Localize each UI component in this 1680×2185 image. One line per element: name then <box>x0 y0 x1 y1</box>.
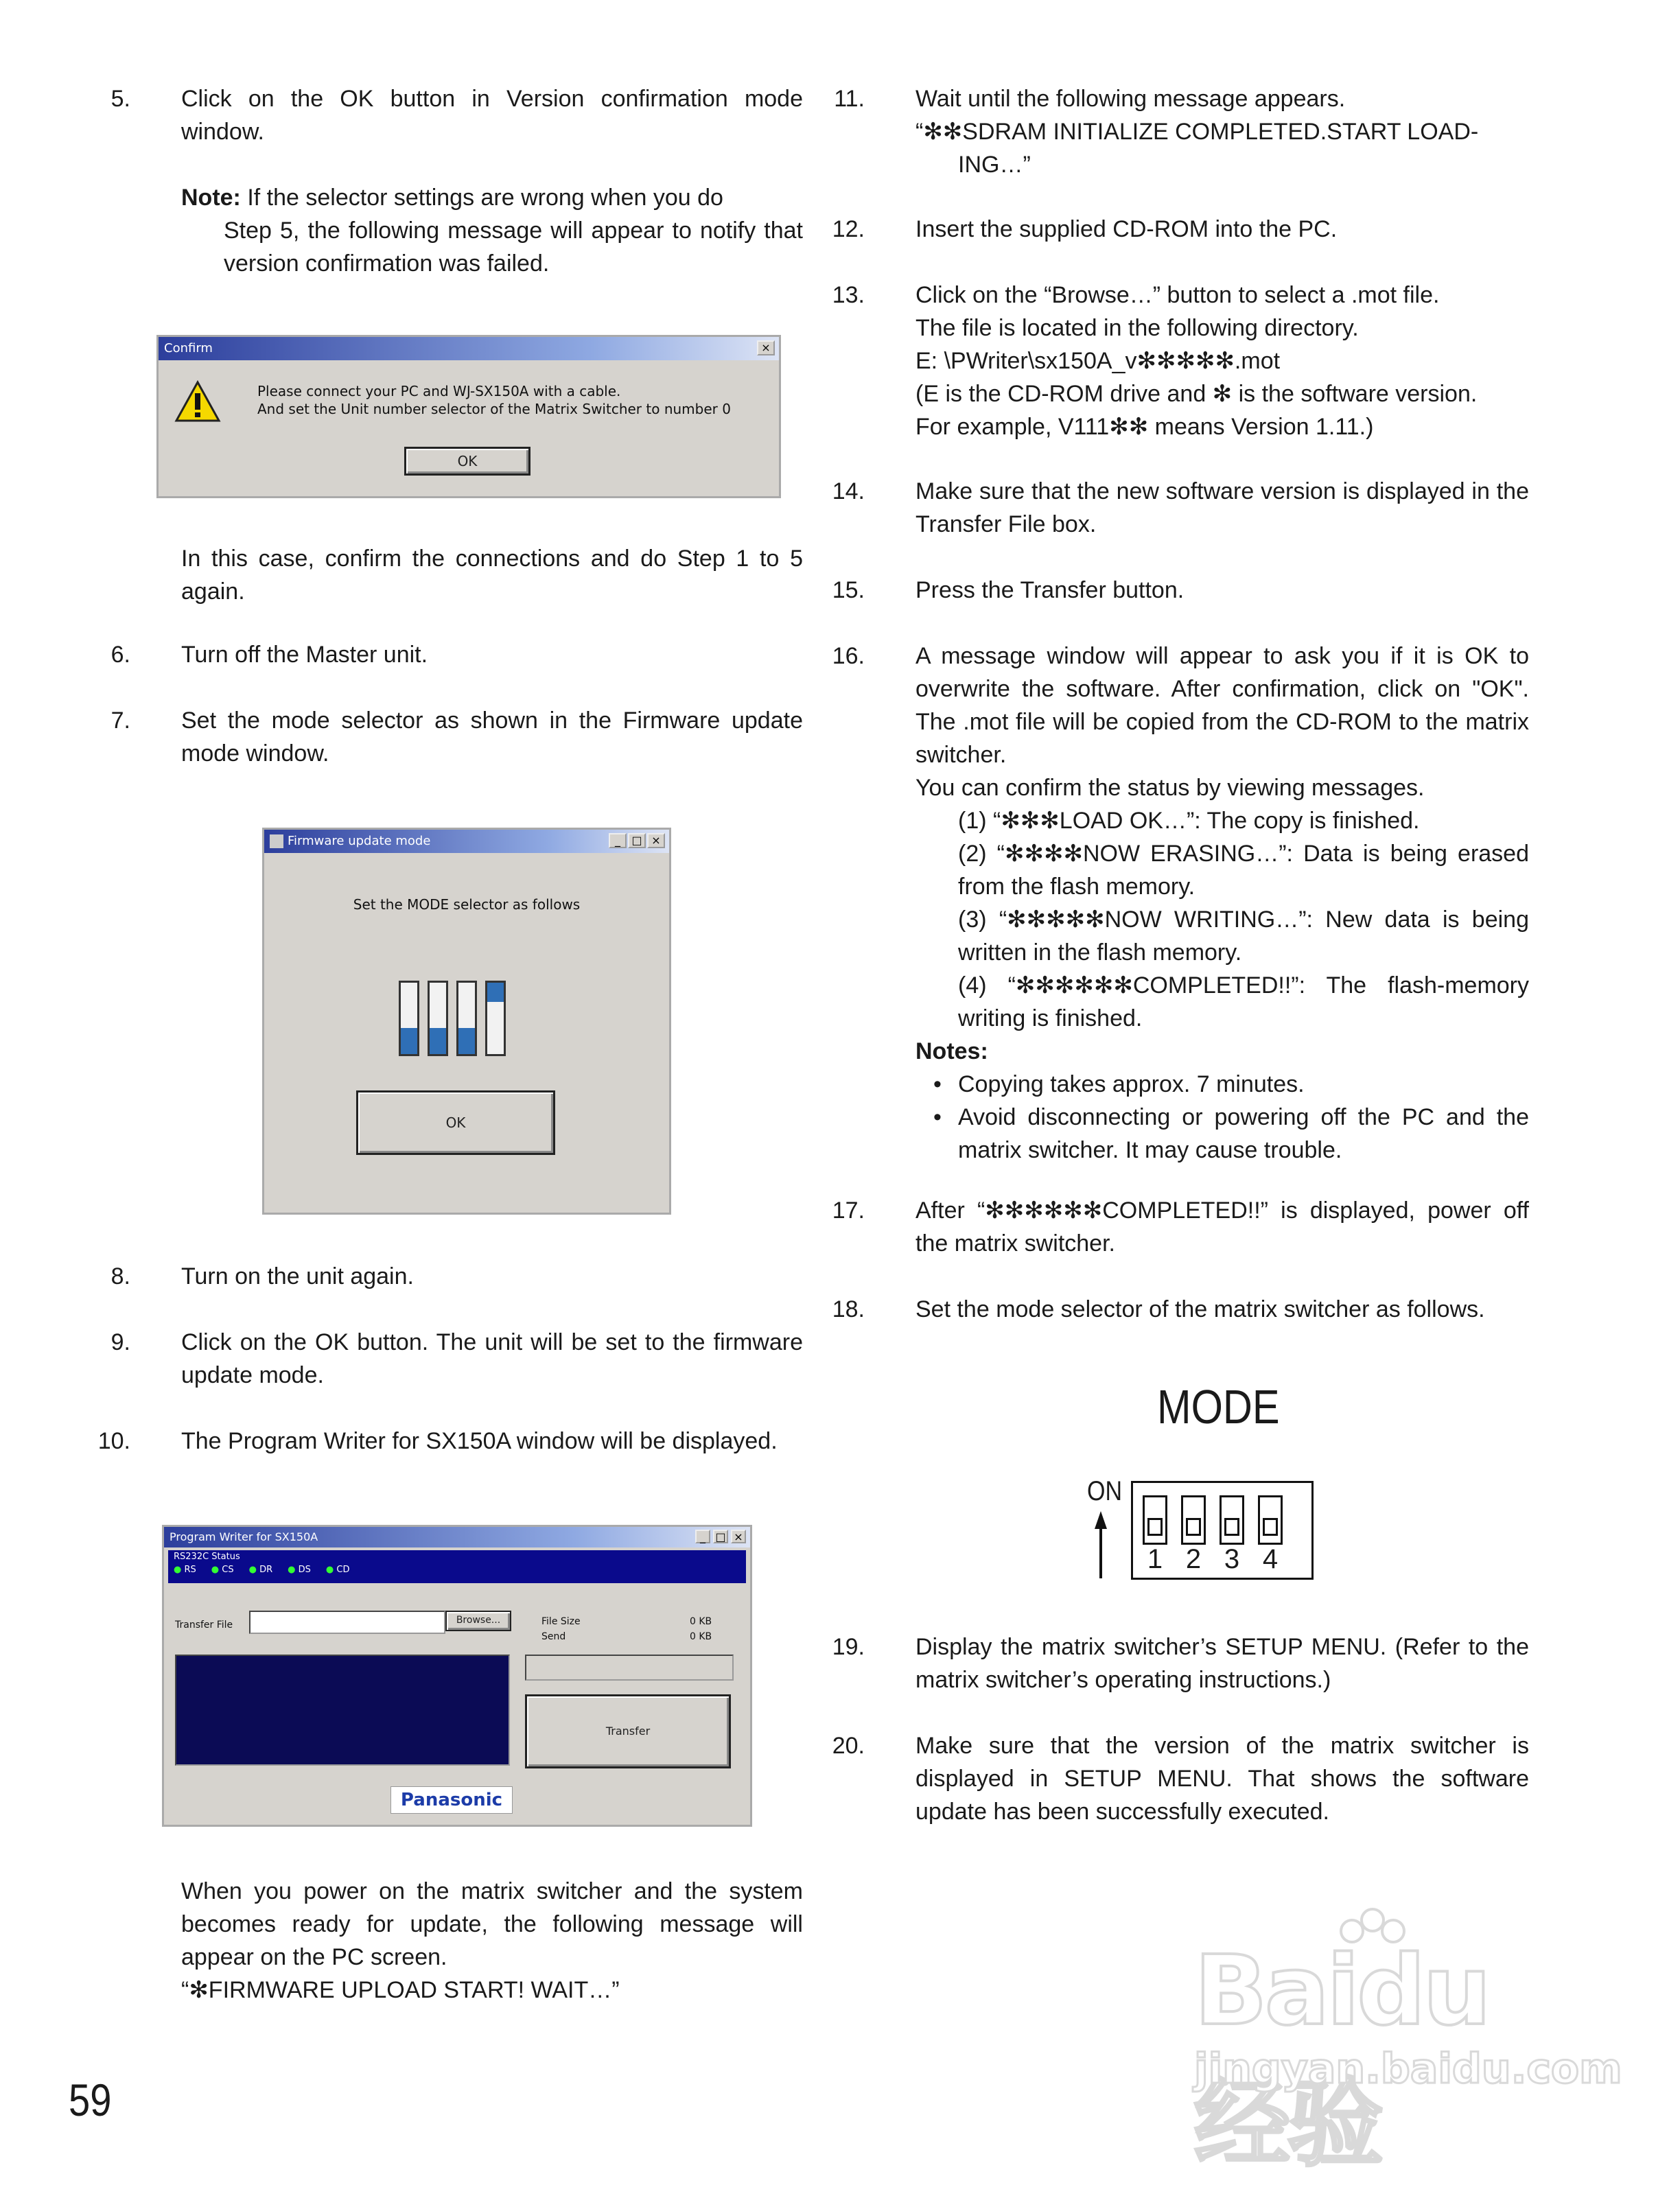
switch-label-2: 2 <box>1185 1544 1202 1574</box>
indicator-cs: ● CS <box>211 1565 234 1575</box>
confirm-message-line1: Please connect your PC and WJ-SX150A with a cable. <box>257 383 621 399</box>
step-10 <box>97 1425 803 1458</box>
status-message-4: (4) “✻✻✻✻✻✻COMPLETED!!”: The flash-memory writing is finished. <box>958 972 1529 1031</box>
step-number: 7. <box>110 708 130 734</box>
dip-switch-1 <box>399 981 419 1056</box>
step-number: 16. <box>832 643 865 669</box>
note-text-2: Step 5, the following message will appear to notify that version confirmation was failed. <box>224 218 803 277</box>
status-message-3: (3) “✻✻✻✻✻NOW WRITING…”: New data is being written in the flash memory. <box>958 907 1529 966</box>
ok-button[interactable]: OK <box>404 447 530 476</box>
step-number: 20. <box>832 1733 865 1759</box>
transfer-file-label: Transfer File <box>175 1620 233 1631</box>
close-icon[interactable]: × <box>647 833 665 848</box>
maximize-icon[interactable]: □ <box>713 1530 728 1543</box>
baidu-watermark <box>1180 1908 1622 2180</box>
step-text: Make sure that the new software version is displayed in the Transfer File box. <box>915 478 1529 537</box>
step-number: 12. <box>832 216 865 242</box>
step-20 <box>832 1729 1529 1828</box>
step-6 <box>110 638 803 671</box>
indicator-cd: ● CD <box>325 1565 350 1575</box>
step-text-line3: E: \PWriter\sx150A_v✻✻✻✻✻.mot <box>915 348 1281 374</box>
status-indicators <box>168 1563 746 1576</box>
close-icon[interactable]: × <box>757 340 775 355</box>
switch-label-1: 1 <box>1147 1544 1163 1574</box>
mode-title: MODE <box>1157 1380 1280 1434</box>
power-on-paragraph: When you power on the matrix switcher and the system becomes ready for update, the following message will appear on the PC screen. <box>181 1878 803 1970</box>
program-writer-window <box>162 1525 752 1827</box>
confirm-message-line2: And set the Unit number selector of the Matrix Switcher to number 0 <box>257 401 731 417</box>
step-text: Turn off the Master unit. <box>181 642 428 668</box>
dip-switch-4 <box>485 981 506 1056</box>
confirm-title: Confirm <box>164 341 213 355</box>
power-on-message: “✻FIRMWARE UPLOAD START! WAIT…” <box>181 1977 620 2003</box>
note-item-1 <box>872 1068 1529 1101</box>
confirm-status-text: You can confirm the status by viewing messages. <box>915 775 1425 801</box>
step-text: A message window will appear to ask you if it is OK to overwrite the software. After confirmation, click on "OK". The .mot file will be copied from the CD-ROM to the matrix switcher. <box>915 643 1529 768</box>
note-text: Copying takes approx. 7 minutes. <box>958 1071 1305 1097</box>
step-number: 5. <box>110 86 130 112</box>
step-15 <box>832 574 1529 607</box>
confirm-dialog <box>156 335 781 498</box>
mode-diagram <box>1077 1379 1325 1585</box>
step-text-line1: Click on the “Browse…” button to select a .mot file. <box>915 282 1440 308</box>
step-text: Set the mode selector of the matrix switcher as follows. <box>915 1296 1485 1322</box>
up-arrow-icon <box>1094 1511 1108 1578</box>
transfer-file-input[interactable] <box>249 1611 445 1634</box>
switch-4 <box>1258 1495 1283 1545</box>
switch-3 <box>1220 1495 1244 1545</box>
step-text: Insert the supplied CD-ROM into the PC. <box>915 216 1338 242</box>
step-number: 14. <box>832 478 865 504</box>
step-number: 19. <box>832 1634 865 1660</box>
step-14 <box>832 475 1529 541</box>
step-text: Wait until the following message appears. <box>915 86 1346 112</box>
step-12 <box>832 213 1529 246</box>
watermark-url: jingyan.baidu.com <box>1194 2045 1622 2093</box>
send-label: Send <box>541 1631 566 1642</box>
dip-switch-block <box>1131 1481 1314 1580</box>
firmware-title: Firmware update mode <box>288 834 431 848</box>
step-text: Set the mode selector as shown in the Firmware update mode window. <box>181 708 803 767</box>
step-7 <box>110 704 803 770</box>
step-17 <box>832 1194 1529 1260</box>
step-message-line1: “✻✻SDRAM INITIALIZE COMPLETED.START LOAD- <box>915 119 1479 145</box>
app-icon <box>270 834 283 848</box>
dip-switch-2 <box>428 981 448 1056</box>
bullet-icon: • <box>933 1071 942 1097</box>
step-message-line2: ING…” <box>958 152 1031 178</box>
log-output-area <box>175 1655 510 1766</box>
step-text: Click on the OK button in Version confirmation mode window. <box>181 86 803 145</box>
step-18 <box>832 1293 1529 1326</box>
status-message-1: (1) “✻✻✻LOAD OK…”: The copy is finished. <box>958 808 1420 834</box>
indicator-ds: ● DS <box>288 1565 311 1575</box>
step-9 <box>110 1326 803 1392</box>
indicator-dr: ● DR <box>248 1565 273 1575</box>
ok-button[interactable]: OK <box>356 1090 555 1155</box>
power-on-text <box>137 1875 803 2007</box>
note-label: Note: <box>181 185 241 211</box>
note-text-1: If the selector settings are wrong when you do <box>247 185 723 211</box>
rs232c-status-panel <box>168 1550 746 1583</box>
switch-1 <box>1143 1495 1167 1545</box>
program-writer-titlebar <box>164 1527 750 1547</box>
step-number: 18. <box>832 1296 865 1322</box>
status-group-label: RS232C Status <box>174 1552 240 1562</box>
step-number: 13. <box>832 282 865 308</box>
panasonic-logo: Panasonic <box>390 1786 513 1814</box>
on-label: ON <box>1087 1476 1122 1506</box>
close-icon[interactable]: × <box>731 1530 746 1543</box>
step-number: 17. <box>832 1197 865 1224</box>
step-text: Display the matrix switcher’s SETUP MENU. (Refer to the matrix switcher’s operating instructions.) <box>915 1634 1529 1693</box>
indicator-rs: ● RS <box>174 1565 196 1575</box>
file-size-label: File Size <box>541 1616 581 1627</box>
page-number: 59 <box>69 2075 112 2125</box>
note-text: Avoid disconnecting or powering off the PC and the matrix switcher. It may cause trouble. <box>958 1104 1529 1163</box>
step-text: Click on the OK button. The unit will be set to the firmware update mode. <box>181 1329 803 1388</box>
warning-icon <box>174 379 222 423</box>
dip-switch-3 <box>456 981 477 1056</box>
step-number: 10. <box>97 1428 130 1454</box>
send-value: 0 KB <box>690 1631 712 1642</box>
firmware-instruction: Set the MODE selector as follows <box>353 896 581 913</box>
step-19 <box>832 1631 1529 1696</box>
notes-label: Notes: <box>915 1038 988 1064</box>
maximize-icon[interactable]: □ <box>628 833 646 848</box>
step-13 <box>832 279 1529 443</box>
step-text-line4: (E is the CD-ROM drive and ✻ is the software version. <box>915 381 1478 407</box>
step-number: 11. <box>834 86 865 112</box>
step-text-line5: For example, V111✻✻ means Version 1.11.) <box>915 414 1374 440</box>
step-text: After “✻✻✻✻✻✻COMPLETED!!” is displayed, power off the matrix switcher. <box>915 1197 1529 1257</box>
step-16 <box>832 640 1529 1167</box>
firmware-update-window <box>262 828 671 1215</box>
step-8 <box>110 1260 803 1293</box>
switch-label-4: 4 <box>1262 1544 1279 1574</box>
step-number: 9. <box>110 1329 130 1355</box>
note-item-2 <box>872 1101 1529 1167</box>
note-step-5 <box>137 181 803 280</box>
step-text: Press the Transfer button. <box>915 577 1185 603</box>
status-message-2: (2) “✻✻✻✻NOW ERASING…”: Data is being erased from the flash memory. <box>958 841 1529 900</box>
transfer-button[interactable]: Transfer <box>525 1694 731 1768</box>
step-text: Make sure that the version of the matrix switcher is displayed in SETUP MENU. That shows the software update has been successfully executed. <box>915 1733 1529 1825</box>
file-size-value: 0 KB <box>690 1616 712 1627</box>
step-number: 8. <box>110 1263 130 1289</box>
step-5 <box>110 82 803 148</box>
step-number: 15. <box>832 577 865 603</box>
minimize-icon[interactable]: _ <box>695 1530 710 1543</box>
confirm-titlebar <box>159 337 779 360</box>
watermark-text: Baidu经验 <box>1194 1935 1489 2180</box>
program-writer-title: Program Writer for SX150A <box>170 1530 318 1543</box>
bullet-icon: • <box>933 1104 942 1130</box>
step-text: The Program Writer for SX150A window will be displayed. <box>181 1428 778 1454</box>
progress-bar <box>525 1655 734 1681</box>
step-number: 6. <box>110 642 130 668</box>
case-text-body: In this case, confirm the connections and do Step 1 to 5 again. <box>181 546 803 605</box>
switch-2 <box>1181 1495 1206 1545</box>
step-text: Turn on the unit again. <box>181 1263 414 1289</box>
step-text-line2: The file is located in the following directory. <box>915 315 1359 341</box>
case-text <box>137 542 803 608</box>
minimize-icon[interactable]: _ <box>609 833 627 848</box>
switch-label-3: 3 <box>1224 1544 1240 1574</box>
browse-button[interactable]: Browse... <box>445 1611 511 1631</box>
step-11 <box>834 82 1529 181</box>
